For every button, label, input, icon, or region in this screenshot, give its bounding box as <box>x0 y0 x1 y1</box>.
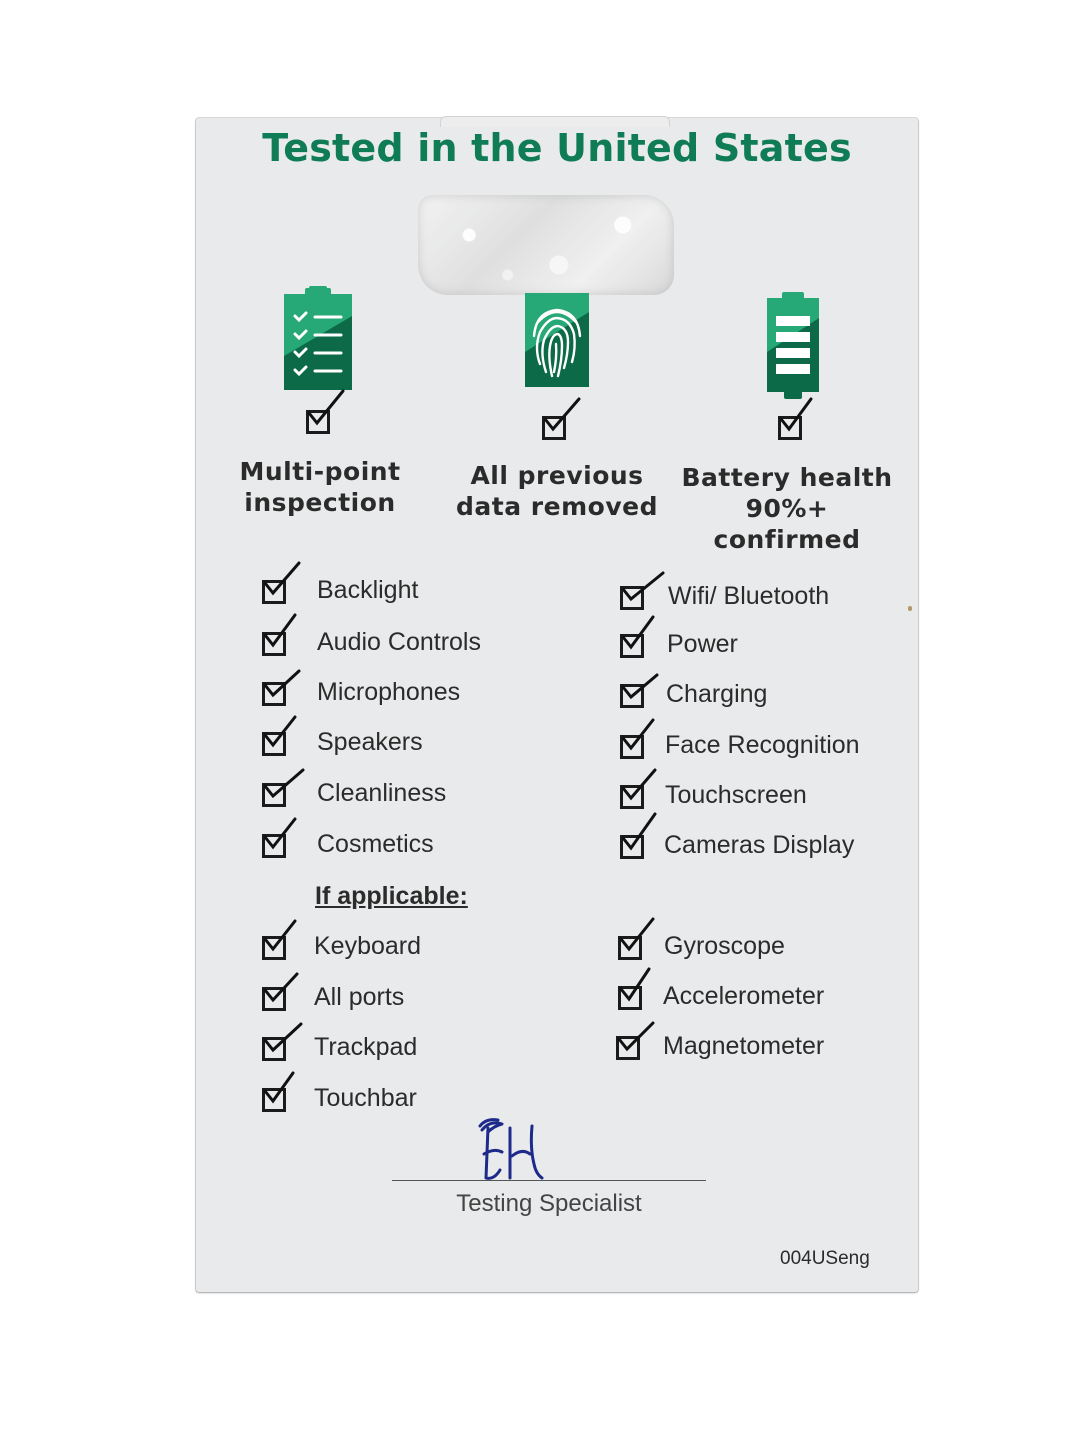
feature-checkbox-inspection <box>306 410 330 434</box>
list-item-label: Keyboard <box>314 932 422 960</box>
checkmark-icon <box>621 673 661 713</box>
checkbox <box>262 1037 286 1061</box>
feature-label-battery <box>676 462 898 555</box>
feature-checkbox-data <box>542 416 566 440</box>
checkbox <box>618 936 642 960</box>
feature-checkbox-battery <box>778 416 802 440</box>
feature-label-line: data removed <box>456 492 658 521</box>
checkmark-icon <box>263 823 303 863</box>
checkbox <box>262 987 286 1011</box>
checkbox <box>262 632 286 656</box>
feature-label-line: Battery health <box>681 463 893 492</box>
checkbox <box>620 835 644 859</box>
checkbox <box>262 682 286 706</box>
checkmark-icon <box>263 671 303 711</box>
checkmark-icon <box>263 925 303 965</box>
if-applicable-heading: If applicable: <box>315 882 468 910</box>
list-item-label: Accelerometer <box>663 982 825 1010</box>
checkmark-icon <box>263 772 303 812</box>
list-item-label: Cameras Display <box>664 831 855 859</box>
checkbox <box>262 834 286 858</box>
checkbox <box>262 732 286 756</box>
checkmark-icon <box>619 975 659 1015</box>
checkmark-icon <box>263 621 303 661</box>
checkmark-icon <box>263 721 303 761</box>
checkbox <box>620 634 644 658</box>
list-item-label: Charging <box>666 680 768 708</box>
feature-label-data <box>452 460 662 522</box>
checkbox <box>616 1036 640 1060</box>
list-item-label: Backlight <box>317 576 419 604</box>
checkmark-icon <box>263 569 303 609</box>
checkmark-icon <box>619 925 659 965</box>
checkbox <box>262 783 286 807</box>
battery-icon <box>766 292 820 404</box>
checkbox <box>620 735 644 759</box>
form-code: 004USeng <box>780 1248 870 1269</box>
list-item-label: Cosmetics <box>317 830 434 858</box>
checkmark-icon <box>263 1026 303 1066</box>
checkmark-icon <box>543 405 583 445</box>
checkmark-icon <box>621 724 661 764</box>
list-item-label: Cleanliness <box>317 779 447 807</box>
checkbox <box>262 580 286 604</box>
checkmark-icon <box>621 824 661 864</box>
feature-label-line: 90%+ confirmed <box>713 494 861 554</box>
list-item-label: Power <box>667 630 738 658</box>
card-title: Tested in the United States <box>262 126 852 170</box>
list-item-label: Face Recognition <box>665 731 860 759</box>
clipboard-checklist-icon <box>283 286 353 396</box>
checkmark-icon <box>263 976 303 1016</box>
signature-caption: Testing Specialist <box>456 1190 642 1217</box>
checkmark-icon <box>621 575 661 615</box>
removed-sticker-residue <box>418 195 674 295</box>
checkmark-icon <box>621 623 661 663</box>
feature-label-inspection <box>220 456 420 518</box>
signature-line <box>392 1180 706 1181</box>
checkbox <box>620 785 644 809</box>
list-item-label: Touchscreen <box>665 781 807 809</box>
checkbox <box>620 586 644 610</box>
feature-label-line: All previous <box>470 461 644 490</box>
list-item-label: Audio Controls <box>317 628 481 656</box>
checkmark-icon <box>307 399 347 439</box>
list-item-label: Magnetometer <box>663 1032 825 1060</box>
list-item-label: Gyroscope <box>664 932 785 960</box>
list-item-label: Speakers <box>317 728 423 756</box>
list-item-label: Trackpad <box>314 1033 418 1061</box>
fingerprint-icon <box>524 292 590 392</box>
list-item-label: Wifi/ Bluetooth <box>668 582 830 610</box>
checkbox <box>262 1088 286 1112</box>
checkmark-icon <box>621 774 661 814</box>
list-item-label: Microphones <box>317 678 461 706</box>
feature-label-line: Multi-point <box>239 457 401 486</box>
checkmark-icon <box>263 1077 303 1117</box>
list-item-label: All ports <box>314 983 405 1011</box>
checkmark-icon <box>617 1025 657 1065</box>
card-speck <box>908 606 912 611</box>
checkmark-icon <box>779 405 819 445</box>
feature-label-line: inspection <box>244 488 396 517</box>
checkbox <box>620 684 644 708</box>
checkbox <box>262 936 286 960</box>
list-item-label: Touchbar <box>314 1084 417 1112</box>
checkbox <box>618 986 642 1010</box>
